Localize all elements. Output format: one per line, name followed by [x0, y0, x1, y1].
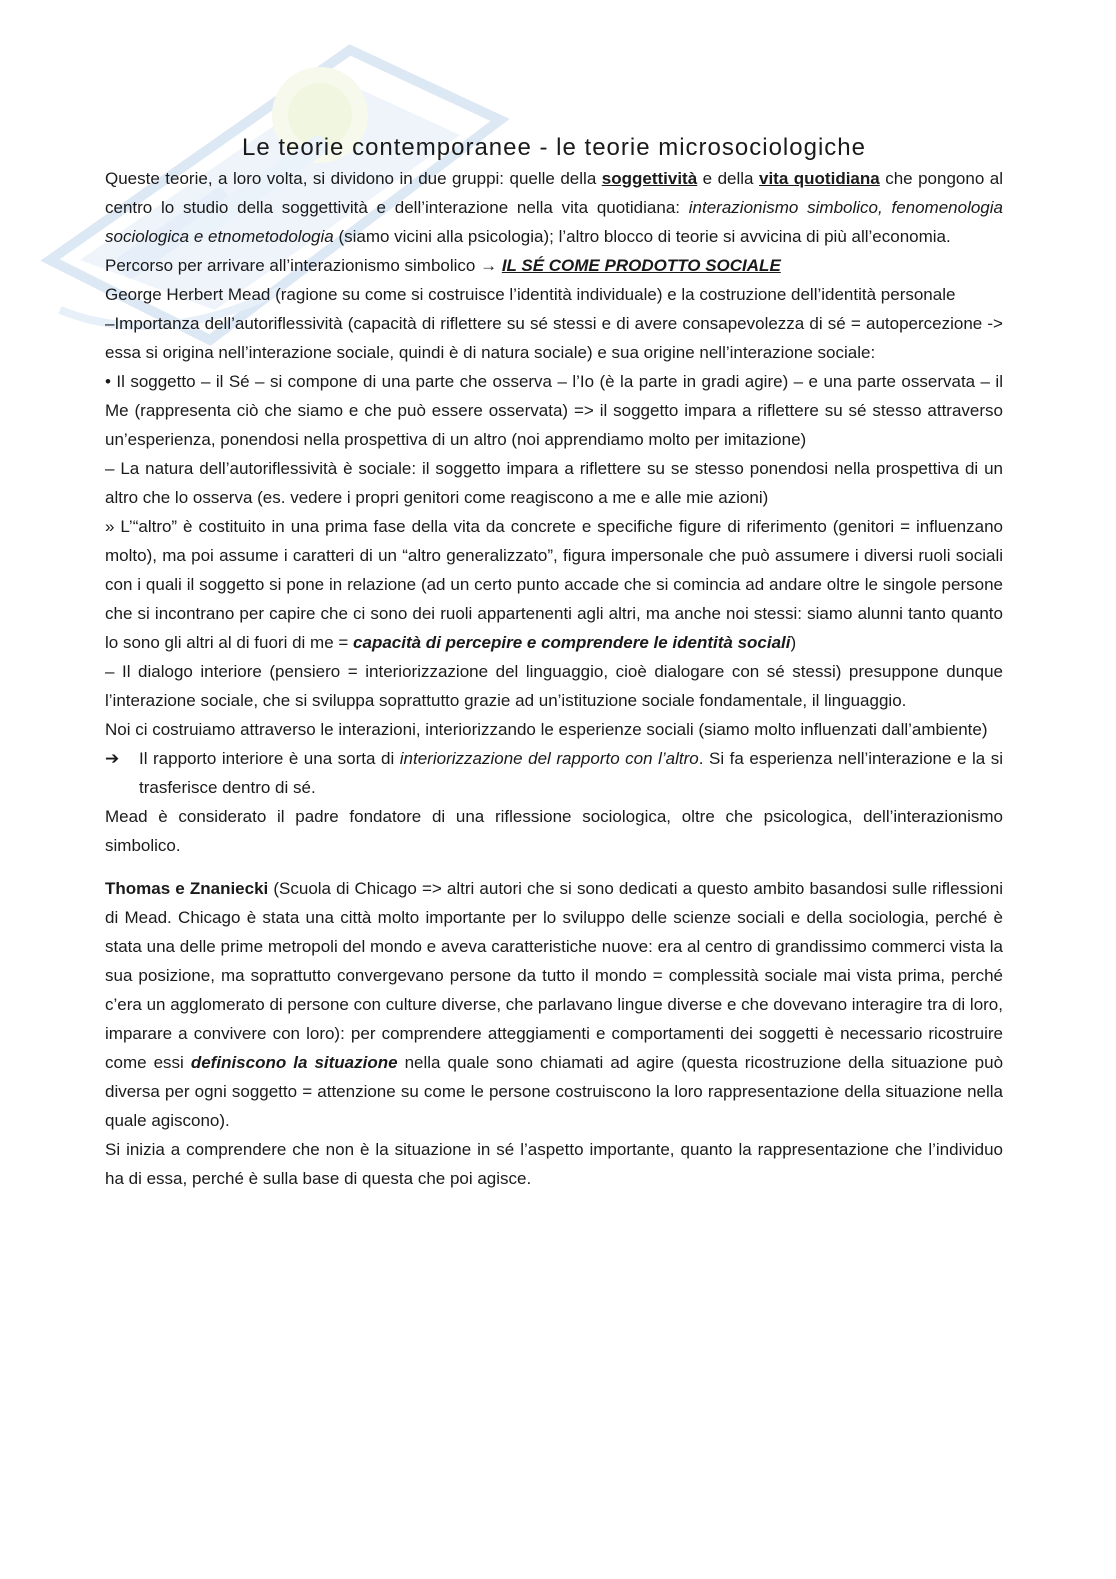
bullet-soggetto: • Il soggetto – il Sé – si compone di una parte che osserva – l’Io (è la parte in gradi agire) – e una parte osservata – il Me (rappresenta ciò che siamo e che può essere osservata) => il soggetto impara a riflettere su sé stesso attraverso un’esperienza, ponendosi nella prospettiva di un altro (noi apprendiamo molto per imitazione) [105, 372, 1003, 449]
paragraph-intro: Queste teorie, a loro volta, si dividono in due gruppi: quelle della soggettività e della vita quotidiana che pongono al centro lo studio della soggettività e dell’interazione nella vita quotidiana: interazionismo simbolico, fenomenologia sociologica e etnometodologia (siamo vicini alla psicologia); l’altro blocco di teorie si avvicina di più all’economia. [105, 169, 1003, 246]
arrow-bullet-icon: ➔ [105, 749, 120, 768]
paragraph-thomas-znaniecki: Thomas e Znaniecki (Scuola di Chicago => altri autori che si sono dedicati a questo ambito basandosi sulle riflessioni di Mead. Chicago è stata una città molto importante per lo sviluppo delle scienze sociali e della sociologia, perché è stata una delle prime metropoli del mondo e aveva caratteristiche nuove: era al centro di grandissimo commerci vista la sua posizione, ma soprattutto convergevano persone da tutto il mondo = complessità sociale mai vista prima, perché c’era un agglomerato di persone con culture diverse, che parlavano lingue diverse e che dovevano interagire tra di loro, imparare a convivere con loro): per comprendere atteggiamenti e comportamenti dei soggetti è necessario ricostruire come essi definiscono la situazione nella quale sono chiamati ad agire (questa ricostruzione della situazione può diversa per ogni soggetto = attenzione su come le persone costruiscono la loro rappresentazione della situazione nella quale agiscono). [105, 879, 1004, 1130]
keyword-vita-quotidiana: vita quotidiana [759, 169, 880, 188]
paragraph-autoriflessivita: –Importanza dell’autoriflessività (capacità di riflettere su sé stessi e di avere consapevolezza di sé = autopercezione -> essa si origina nell’interazione sociale, quindi è di natura sociale) e sua origine nell’interazione sociale: [105, 314, 1003, 362]
arrow-list-item [105, 744, 1003, 802]
author-names: Thomas e Znaniecki [105, 879, 269, 898]
document-body [105, 132, 1003, 1193]
paragraph-mead: George Herbert Mead (ragione su come si costruisce l’identità individuale) e la costruzione dell’identità personale [105, 285, 956, 304]
page-title: Le teorie contemporanee - le teorie microsociologiche [242, 134, 866, 161]
paragraph-interazioni: Noi ci costruiamo attraverso le interazioni, interiorizzando le esperienze sociali (siamo molto influenzati dall’ambiente) [105, 720, 988, 739]
paragraph-mead-fondatore: Mead è considerato il padre fondatore di una riflessione sociologica, oltre che psicologica, dell’interazionismo simbolico. [105, 807, 1003, 855]
paragraph-conclusione: Si inizia a comprendere che non è la situazione in sé l’aspetto importante, quanto la rappresentazione che l’individuo ha di essa, perché è sulla base di questa che poi agisce. [105, 1140, 1003, 1188]
paragraph-dialogo-interiore: – Il dialogo interiore (pensiero = interiorizzazione del linguaggio, cioè dialogare con sé stessi) presuppone dunque l’interazione sociale, che si sviluppa soprattutto grazie ad un’istituzione sociale fondamentale, il linguaggio. [105, 662, 1003, 710]
paragraph-altro: » L’“altro” è costituito in una prima fase della vita da concrete e specifiche figure di riferimento (genitori = influenzano molto), ma poi assume i caratteri di un “altro generalizzato”, figura impersonale che può assumere i diversi ruoli sociali con i quali il soggetto si pone in relazione (ad un certo punto accade che si comincia ad andare oltre le singole persone che si incontrano per capire che ci sono dei ruoli appartenenti agli altri, ma anche noi stessi: siamo alunni tanto quanto lo sono gli altri al di fuori di me = capacità di percepire e comprendere le identità sociali) [105, 517, 1003, 652]
paragraph-rapporto-interiore: Il rapporto interiore è una sorta di interiorizzazione del rapporto con l’altro. Si fa esperienza nell’interazione e la si trasferisce dentro di sé. [139, 749, 1003, 797]
arrow-right-icon: → [480, 256, 498, 275]
paragraph-natura-sociale: – La natura dell’autoriflessività è sociale: il soggetto impara a riflettere su se stesso ponendosi nella prospettiva di un altro che lo osserva (es. vedere i propri genitori come reagiscono a me e alle mie azioni) [105, 459, 1003, 507]
paragraph-percorso: Percorso per arrivare all’interazionismo simbolico → IL SÉ COME PRODOTTO SOCIALE [105, 256, 781, 275]
heading-se-prodotto-sociale: IL SÉ COME PRODOTTO SOCIALE [501, 256, 781, 275]
keyword-soggettivita: soggettività [601, 169, 698, 188]
